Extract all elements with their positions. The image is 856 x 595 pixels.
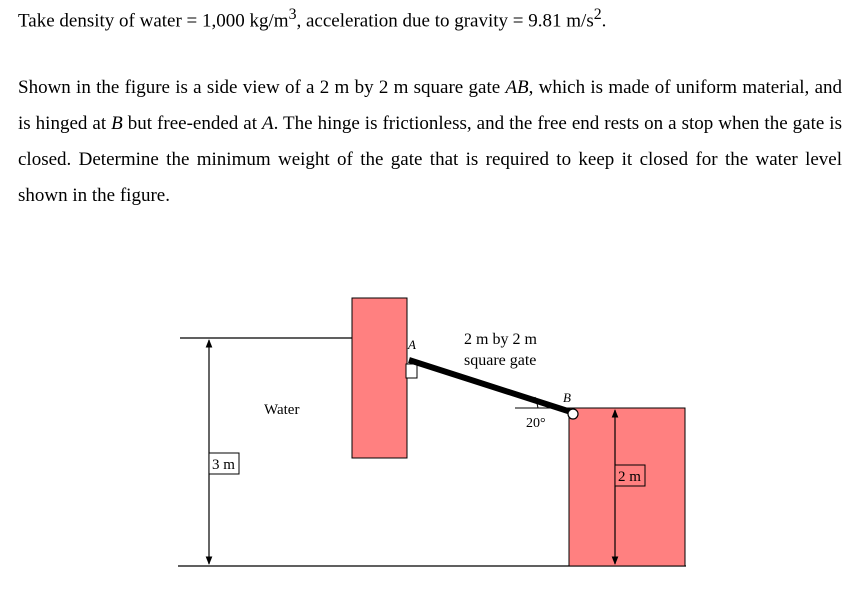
hinge-b (568, 409, 578, 419)
statement-part-1: Shown in the figure is a side view of a 2 m by 2 m square gate (18, 77, 506, 98)
statement-part-2: , which is made of uniform material, and is hinged at (18, 77, 843, 134)
given-middle: , acceleration due to gravity = 9.81 m/s (296, 10, 594, 32)
water-label: Water (264, 402, 300, 418)
given-prefix: Take density of water = 1,000 kg/m (18, 10, 289, 32)
left-dimension-label: 3 m (212, 457, 235, 473)
gate-caption-line1: 2 m by 2 m (464, 331, 537, 348)
gate-caption-line2: square gate (464, 352, 537, 369)
var-b: B (111, 113, 123, 134)
label-b: B (563, 390, 571, 405)
right-wall-block (569, 408, 685, 566)
label-a: A (408, 337, 416, 352)
var-a: A (262, 113, 274, 134)
angle-label: 20° (526, 416, 546, 431)
gravity-exponent: 2 (593, 6, 602, 23)
var-ab: AB (505, 77, 529, 98)
density-exponent: 3 (288, 6, 297, 23)
statement-part-4: . The hinge is frictionless, and the free end rests on a stop when the gate is closed. Determine the minimum weight of the gate that is required to keep it closed for the water level shown in the figure. (18, 113, 842, 206)
given-end: . (601, 10, 607, 32)
gate-stop (406, 364, 417, 378)
statement-part-3: but free-ended at (122, 113, 262, 134)
right-dimension-label: 2 m (618, 469, 641, 485)
left-wall-block (352, 298, 407, 458)
